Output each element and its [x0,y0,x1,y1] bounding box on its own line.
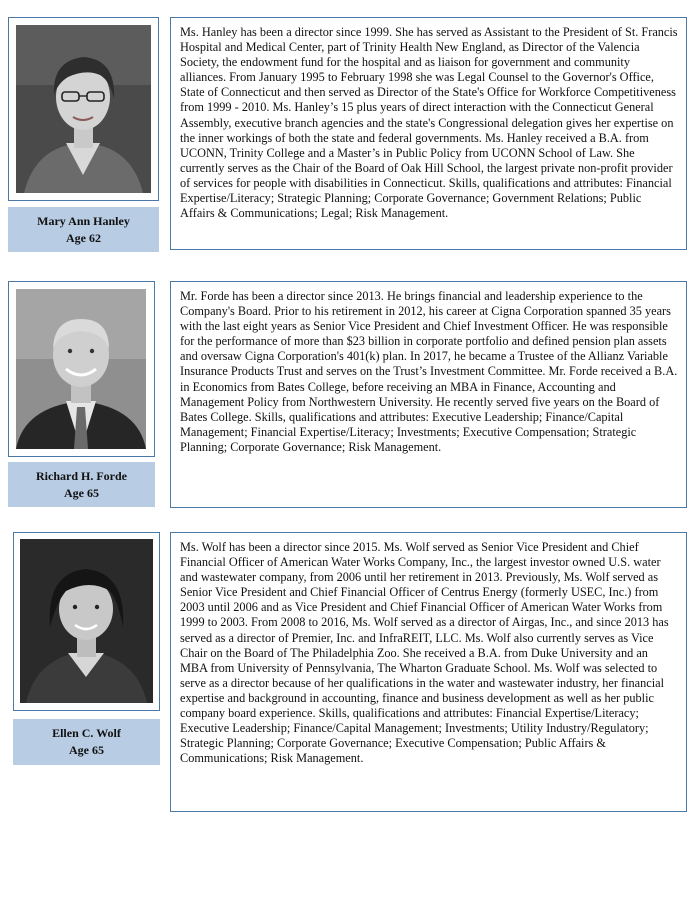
man-portrait-icon [16,289,146,449]
director-name: Mary Ann Hanley [37,213,130,228]
director-bio: Ms. Hanley has been a director since 1999. She has served as Assistant to the President of St. Francis Hospital and Medical Center, part of Trinity Health New England, as Director of the Valencia Society, the endowment fund for the hospital and as liaison for government and community alliances. From January 1995 to February 1998 she was Legal Counsel to the Governor's Office, State of Connecticut and then served as Director of the State's Office for Workforce Competitiveness from 1999 - 2010. Ms. Hanley’s 15 plus years of direct interaction with the Connecticut General Assembly, executive branch agencies and the state's Congressional delegation gives her expertise on the inner workings of both the state and federal governments. Ms. Hanley received a B.A. from UCONN, Trinity College and a Master’s in Public Policy from UCONN School of Law. She currently serves as the Chair of the Board of Oak Hill School, the largest private non-profit provider of services for people with disabilities in Connecticut. Skills, qualifications and attributes: Financial Expertise/Literacy; Strategic Planning; Corporate Governance; Government Relations; Public Affairs & Communications; Legal; Risk Management. [180,25,678,221]
director-bio-box [170,17,687,250]
director-bio-box [170,281,687,508]
director-photo [16,289,146,449]
director-caption [8,207,159,252]
director-age: Age 65 [69,743,104,757]
director-bio-box [170,532,687,812]
director-caption [8,462,155,507]
director-age: Age 62 [66,230,101,245]
director-photo [16,25,151,193]
director-name: Richard H. Forde [36,468,127,483]
director-bio: Ms. Wolf has been a director since 2015. Ms. Wolf served as Senior Vice President and Chief Financial Officer of American Water Works Company, Inc., the largest investor owned U.S. water and wastewater company, from 2006 until her retirement in 2013. Previously, Ms. Wolf served as Senior Vice President and Chief Financial Officer of Centrus Energy (formerly USEC, Inc.) from 2003 until 2006 and as Vice President and Chief Financial Officer of American Water Works from 1999 to 2003. From 2008 to 2016, Ms. Wolf served as a director of Airgas, Inc., and since 2013 has served as a director of Premier, Inc. and InfraREIT, LLC. Ms. Wolf also currently serves as Vice Chair on the Board of The Philadelphia Zoo. She received a B.A. from Duke University and an MBA from University of Pennsylvania, The Wharton Graduate School. Ms. Wolf was selected to serve as a director because of her qualifications in the water and wastewater industry, her financial expertise and background in accounting, finance and business development as well as her public company board experience. Skills, qualifications and attributes: Financial Expertise/Literacy; Executive Leadership; Finance/Capital Management; Investments; Utility Industry/Regulatory; Strategic Planning; Corporate Governance; Executive Compensation; Public Affairs & Communications; Risk Management. [180,540,669,766]
director-name: Ellen C. Wolf [52,726,121,740]
director-caption [13,719,160,765]
director-photo [20,539,153,703]
woman-portrait-icon [20,539,153,703]
director-age: Age 65 [64,485,99,500]
director-bio: Mr. Forde has been a director since 2013. He brings financial and leadership experience to the Company's Board. Prior to his retirement in 2012, his career at Cigna Corporation spanned 35 years with the last eight years as Senior Vice President and Chief Investment Officer. He was responsible for the performance of more than $23 billion in corporate portfolio and defined pension plan assets and oversaw Cigna Corporation's 401(k) plan. In 2017, he became a Trustee of the Allianz Variable Insurance Products Trust and serves on the Trust’s Investment Committee. Mr. Forde received a B.A. in Economics from Bates College, before receiving an MBA in Finance, Accounting and Management Policy from Northwestern University. He recently served five years on the Board of Bates College. Skills, qualifications and attributes: Executive Leadership; Finance/Capital Management; Financial Expertise/Literacy; Investments; Executive Compensation; Strategic Planning; Corporate Governance; Risk Management. [180,289,678,454]
woman-portrait-icon [16,25,151,193]
